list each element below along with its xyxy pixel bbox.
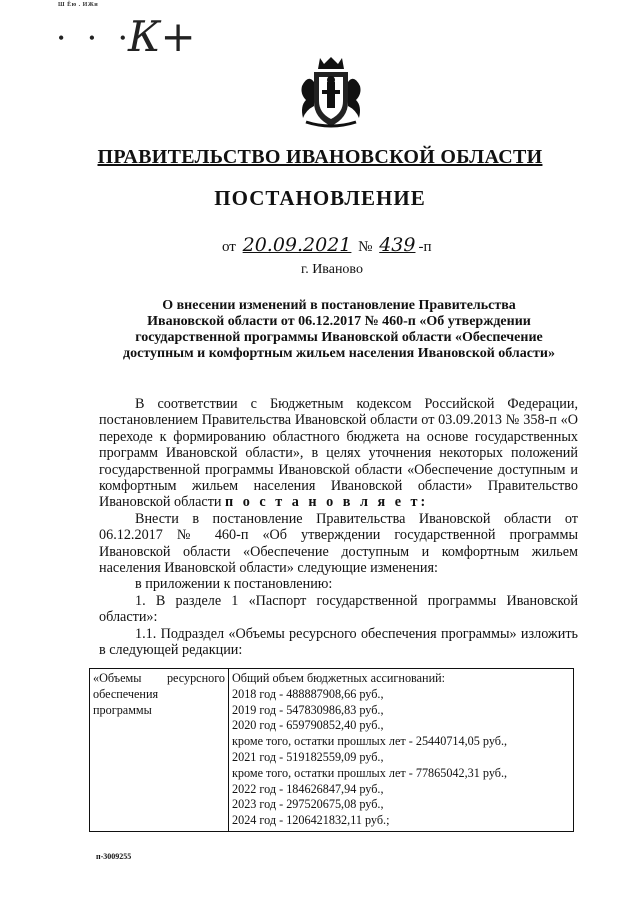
label-line: программы bbox=[93, 702, 152, 717]
handwritten-note: К+ bbox=[128, 12, 196, 61]
decree-subject bbox=[100, 298, 578, 362]
value-line: 2018 год - 488887908,66 руб., bbox=[232, 686, 384, 701]
number-suffix: -п bbox=[418, 239, 432, 255]
table-row bbox=[90, 669, 574, 832]
date-number-line bbox=[222, 234, 432, 256]
label-line bbox=[93, 671, 225, 687]
amendment-paragraph: Внести в постановление Правительства Ивановской области от 06.12.2017 № 460-п «Об утверждении государственной программы Ивановской области «Обеспечение доступным и комфортным жильем населения Ивановской области» следующие изменения: bbox=[99, 510, 578, 577]
scan-header-code: Ш Ёю . ИЖи bbox=[58, 2, 99, 8]
table-value-cell bbox=[229, 669, 574, 832]
value-line: 2024 год - 1206421832,11 руб.; bbox=[232, 813, 390, 828]
value-line: 2022 год - 184626847,94 руб., bbox=[232, 781, 384, 796]
handwritten-number: 439 bbox=[379, 234, 416, 256]
handwritten-date: 20.09.2021 bbox=[242, 234, 352, 256]
annex-paragraph: в приложении к постановлению: bbox=[135, 576, 333, 593]
value-line: 2021 год - 519182559,09 руб., bbox=[232, 749, 384, 764]
subject-line: О внесении изменений в постановление Правительства bbox=[162, 298, 516, 313]
city-name: г. Иваново bbox=[301, 262, 363, 277]
subject-line: доступным и комфортным жильем населения Ивановской области» bbox=[123, 346, 555, 361]
label-line: обеспечения bbox=[93, 686, 159, 701]
subsection-paragraph: 1.1. Подраздел «Объемы ресурсного обеспечения программы» изложить в следующей редакции: bbox=[99, 625, 578, 659]
value-line: 2019 год - 547830986,83 руб., bbox=[232, 702, 384, 717]
value-line: кроме того, остатки прошлых лет - 77865042,31 руб., bbox=[232, 765, 508, 780]
label-word: ресурсного bbox=[166, 671, 225, 685]
subject-line: Ивановской области от 06.12.2017 № 460-п «Об утверждении bbox=[147, 314, 531, 329]
coat-of-arms-emblem bbox=[300, 56, 362, 128]
number-sign: № bbox=[358, 239, 373, 255]
document-type-title: ПОСТАНОВЛЕНИЕ bbox=[214, 186, 426, 210]
decree-body bbox=[99, 396, 578, 659]
preamble-paragraph bbox=[99, 396, 578, 511]
value-line: 2023 год - 297520675,08 руб., bbox=[232, 797, 384, 812]
table-label-cell bbox=[90, 669, 229, 832]
value-line: кроме того, остатки прошлых лет - 25440714,05 руб., bbox=[232, 734, 508, 749]
value-line: 2020 год - 659790852,40 руб., bbox=[232, 718, 384, 733]
label-word: «Объемы bbox=[93, 671, 142, 685]
value-line: Общий объем бюджетных ассигнований: bbox=[232, 671, 445, 685]
handwritten-dots: • • • bbox=[58, 28, 136, 48]
preamble-text: В соответствии с Бюджетным кодексом Российской Федерации, постановлением Правительства Ивановской области от 03.09.2013 № 358-п «О переходе к формированию областного бюджета на основе государственных программ Ивановской области», в целях уточнения некоторых положений государственной программы Ивановской области «Обеспечение доступным и комфортным жильем населения Ивановской области» Правительство Ивановской области bbox=[99, 396, 578, 511]
government-title: ПРАВИТЕЛЬСТВО ИВАНОВСКОЙ ОБЛАСТИ bbox=[97, 146, 543, 168]
resource-table bbox=[89, 668, 574, 832]
document-code: п-3009255 bbox=[96, 852, 132, 861]
date-prefix: от bbox=[222, 239, 236, 255]
section-paragraph: 1. В разделе 1 «Паспорт государственной программы Ивановской области»: bbox=[99, 592, 578, 626]
subject-line: государственной программы Ивановской области «Обеспечение bbox=[135, 330, 543, 345]
resolves-word: п о с т а н о в л я е т: bbox=[225, 494, 429, 511]
